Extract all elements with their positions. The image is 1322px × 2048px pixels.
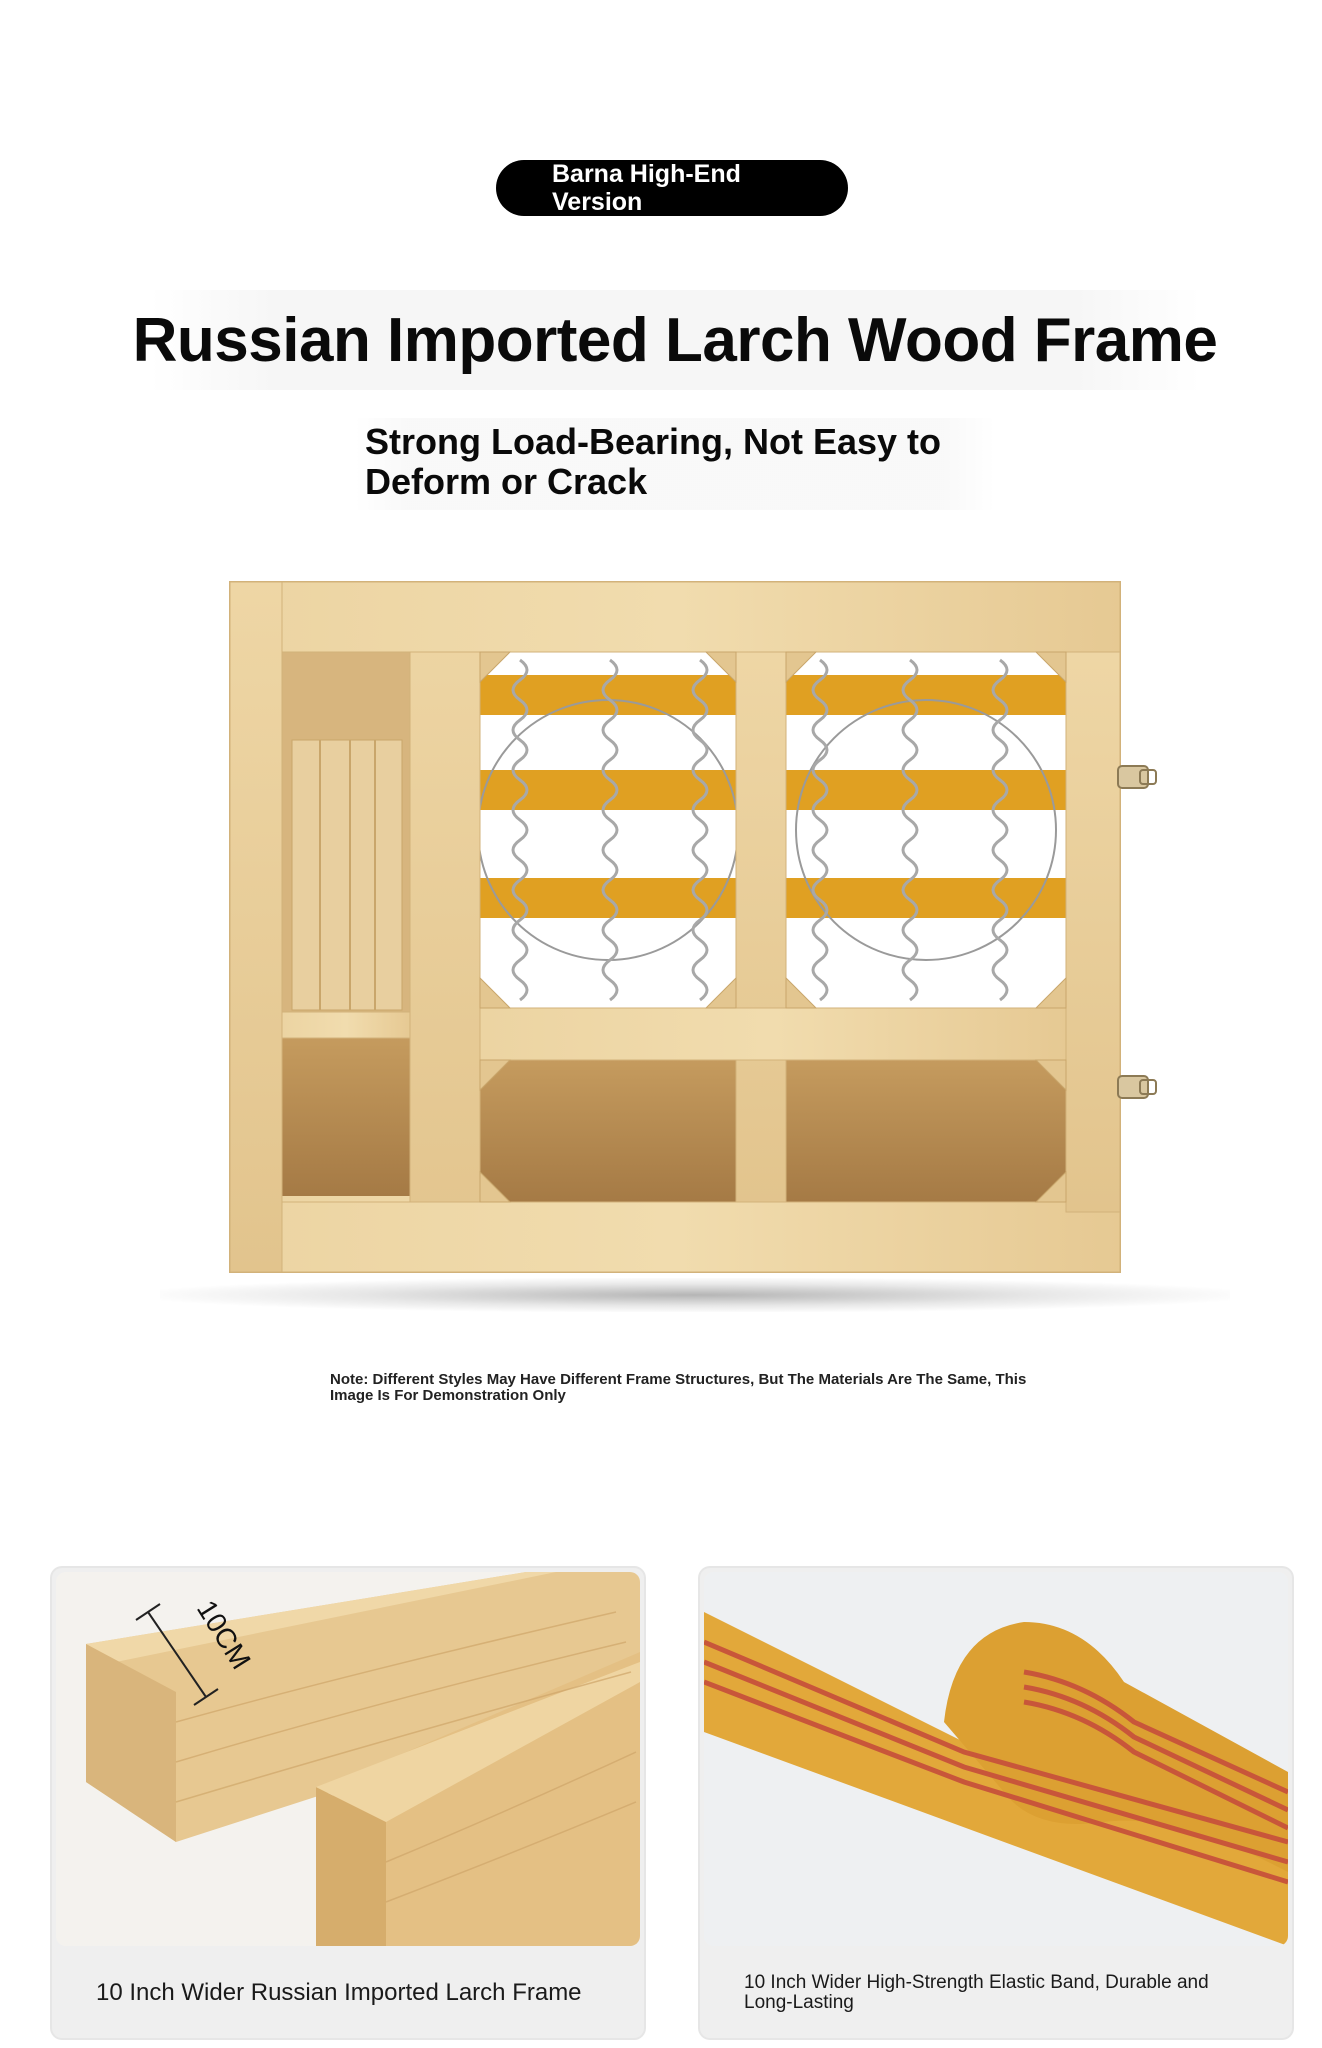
dimension-label: 10CM <box>190 1594 257 1675</box>
page-title: Russian Imported Larch Wood Frame <box>150 290 1200 390</box>
frame-shadow <box>160 1278 1230 1312</box>
page-subtitle: Strong Load-Bearing, Not Easy to Deform or Crack <box>355 418 995 510</box>
feature-card-elastic-band <box>700 1568 1292 2038</box>
spring-panel-left <box>478 652 738 1008</box>
version-badge <box>496 160 848 216</box>
wood-frame-image <box>160 580 1230 1320</box>
card-caption: 10 Inch Wider Russian Imported Larch Frame <box>96 1979 582 2006</box>
larch-beam-photo <box>56 1572 640 1946</box>
latch-hardware <box>1118 766 1156 1098</box>
demonstration-note: Note: Different Styles May Have Different Frame Structures, But The Materials Are The Same, This Image Is For Demonstration Only <box>330 1371 1027 1404</box>
version-badge-label: Barna High-End Version <box>552 160 741 216</box>
elastic-band-photo <box>704 1572 1288 1946</box>
feature-card-larch-frame <box>52 1568 644 2038</box>
card-caption: 10 Inch Wider High-Strength Elastic Band, Durable and Long-Lasting <box>744 1972 1209 2013</box>
